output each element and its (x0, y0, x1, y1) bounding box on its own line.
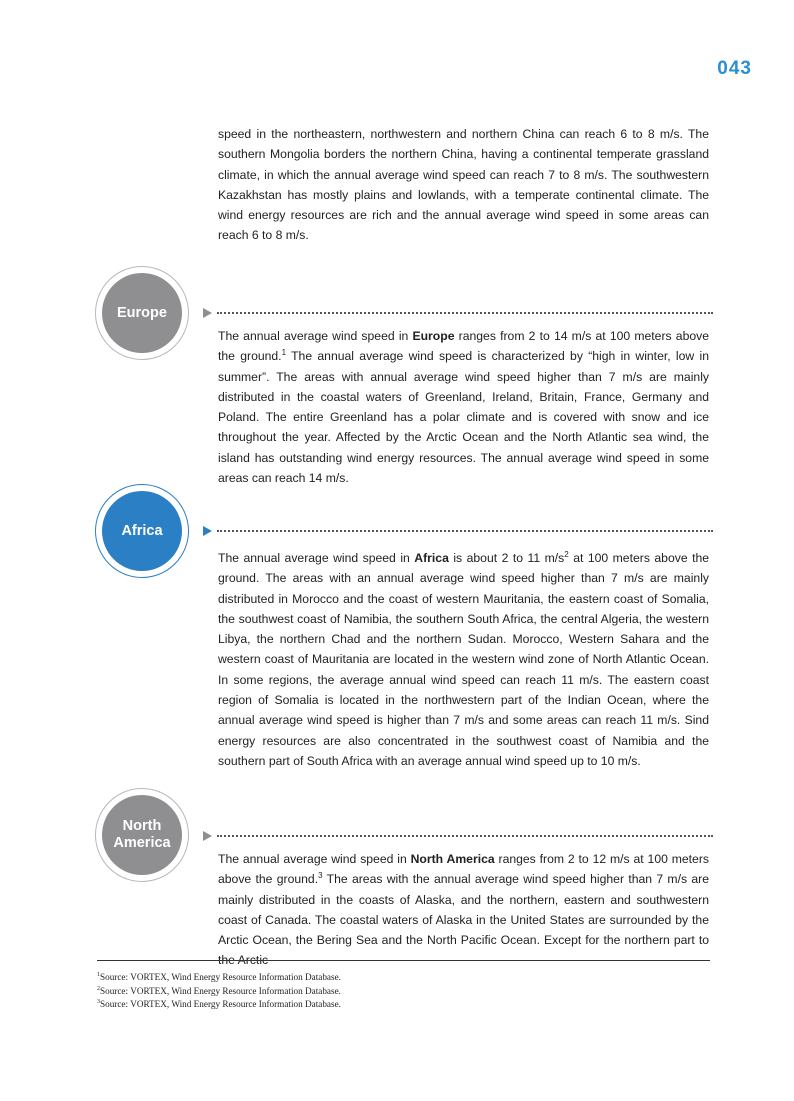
footnote-text: Source: VORTEX, Wind Energy Resource Information Database. (100, 985, 341, 996)
triangle-arrow-icon (203, 526, 212, 536)
dotted-line (217, 835, 713, 837)
africa-divider (203, 526, 713, 536)
triangle-arrow-icon (203, 831, 212, 841)
footnote-text: Source: VORTEX, Wind Energy Resource Information Database. (100, 999, 341, 1009)
europe-rest: The annual average wind speed is characterized by “high in winter, low in summer”. The areas with annual average wind speed higher than 7 m/s are mainly distributed in the coastal waters of Greenland, Ireland, Britain, France, Germany and Poland. The entire Greenland has a polar climate and is covered with snow and ice throughout the year. Affected by the Arctic Ocean and the North Atlantic sea wind, the island has outstanding wind energy resources. The annual average wind speed in some areas can reach 14 m/s. (218, 349, 709, 486)
footnote-item (97, 971, 710, 985)
north-america-badge-ring (95, 788, 189, 882)
footnote-text: Source: VORTEX, Wind Energy Resource Information Database. (100, 972, 341, 982)
footnote-item (97, 998, 710, 1012)
europe-divider (203, 308, 713, 318)
north-america-badge-label: North America (113, 818, 171, 851)
north-america-footnote-ref[interactable]: 3 (318, 871, 323, 881)
intro-paragraph: speed in the northeastern, northwestern and northern China can reach 6 to 8 m/s. The southern Mongolia borders the northern China, having a continental temperate grassland climate, in which the annual average wind speed can reach 7 to 8 m/s. The southwestern Kazakhstan has mostly plains and lowlands, with a temperate continental climate. The wind energy resources are rich and the annual average wind speed in some areas can reach 6 to 8 m/s. (218, 127, 709, 243)
footnote-number: 1 (97, 971, 100, 978)
north-america-badge (102, 795, 182, 875)
africa-badge-ring (95, 484, 189, 578)
footnote-item (97, 985, 710, 999)
north-america-paragraph (218, 849, 709, 971)
footnotes (97, 971, 710, 1012)
north-america-lead: The annual average wind speed in (218, 852, 411, 866)
europe-badge-label: Europe (117, 304, 167, 321)
footnote-number: 3 (97, 998, 100, 1005)
footnote-number: 2 (97, 985, 100, 992)
africa-rest: at 100 meters above the ground. The areas with an annual average wind speed higher than 7 m/s are mainly distributed in Morocco and the coast of western Mauritania, the eastern coast of Somalia, the southwest coast of Namibia, the southern South Africa, the central Algeria, the western Libya, the northern Chad and the northern Sudan. Morocco, Western Sahara and the western coast of Mauritania are located in the western wind zone of North Atlantic Ocean. In some regions, the average annual wind speed can reach 11 m/s. The eastern coast region of Somalia is located in the northwestern part of the Indian Ocean, where the annual average wind speed is higher than 7 m/s and some areas can reach 11 m/s. Sind energy resources are also concentrated in the southwest coast of Namibia and the southern part of South Africa with an average annual wind speed up to 10 m/s. (218, 551, 710, 768)
dotted-line (217, 312, 713, 314)
europe-paragraph (218, 326, 709, 488)
africa-region: Africa (414, 551, 449, 565)
north-america-mid: ranges from 2 to 12 m/s at 100 meters above the ground. (218, 852, 709, 887)
africa-paragraph (218, 548, 709, 771)
dotted-line (217, 530, 713, 532)
africa-lead: The annual average wind speed in (218, 551, 415, 565)
europe-lead: The annual average wind speed in (218, 329, 413, 343)
europe-badge (102, 273, 182, 353)
north-america-divider (203, 831, 713, 841)
africa-badge-label: Africa (121, 522, 163, 539)
africa-footnote-ref[interactable]: 2 (564, 549, 569, 559)
africa-badge (102, 491, 182, 571)
europe-footnote-ref[interactable]: 1 (281, 348, 287, 358)
footnote-rule (97, 960, 710, 961)
europe-mid: ranges from 2 to 14 m/s at 100 meters above the ground. (218, 329, 709, 364)
page-number: 043 (717, 58, 752, 79)
north-america-rest: The areas with the annual average wind speed higher than 7 m/s are mainly distributed in the coasts of Alaska, and the northern, eastern and southwestern coast of Canada. The coastal waters of Alaska in the United States are surrounded by the Arctic Ocean, the Bering Sea and the North Pacific Ocean. Except for the northern part to the Arctic (218, 872, 709, 968)
triangle-arrow-icon (203, 308, 212, 318)
north-america-region: North America (410, 852, 495, 866)
africa-mid: is about 2 to 11 m/s (448, 551, 565, 565)
europe-badge-ring (95, 266, 189, 360)
europe-region: Europe (412, 329, 455, 343)
